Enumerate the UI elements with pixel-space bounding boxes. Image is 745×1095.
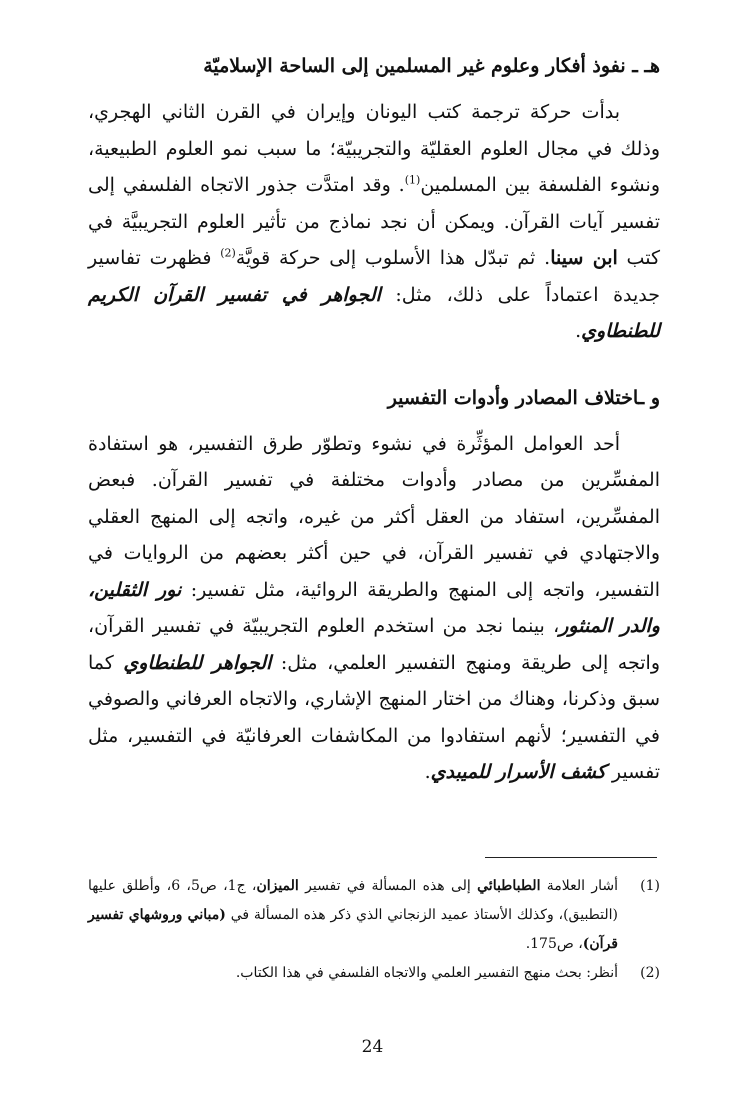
para1-text-1: بدأت حركة ترجمة كتب اليونان وإيران في القرن الثاني الهجري، وذلك في مجال العلوم العقليّة والتجريبيّة؛ ما سبب نمو العلوم الطبيعية، ونشوء الفلسفة بين المسلمين — [88, 101, 660, 196]
fn1-part-e: ، ج1، ص5، 6، وأطلق عليها (التطبيق)، وكذلك الأستاذ عميد الزنجاني الذي ذكر هذه المسألة في — [88, 878, 618, 923]
footnote-1 — [88, 872, 660, 959]
para1-text-3: . ثم تبدّل هذا الأسلوب إلى حركة قويَّة — [235, 247, 551, 269]
para2-text-2: ، بينما نجد من استخدم العلوم التجريبيّة في تفسير القرآن، واتجه إلى طريقة ومنهج التفسير العلمي، مثل: — [88, 615, 660, 674]
para1-text-4: فظهرت تفاسير جديدة اعتماداً على ذلك، مثل: — [88, 247, 661, 306]
footnote-ref-2: (2) — [220, 246, 236, 260]
footnote-number: (1) — [640, 878, 660, 894]
para2-text-1: أحد العوامل المؤثِّرة في نشوء وتطوّر طرق التفسير، هو استفادة المفسِّرين من مصادر وأدوات مختلفة في تفسير القرآن. فبعض المفسِّرين، استفاد من العقل أكثر من غيره، واتجه إلى المنهج العقلي والاجتهادي في تفسير القرآن، في حين أكثر بعضهم من الروايات في التفسير، واتجه إلى المنهج والطريقة الروائية، مثل تفسير: — [88, 432, 660, 601]
fn1-mizan: الميزان — [256, 878, 299, 894]
page-number: 24 — [361, 1037, 384, 1057]
fn1-part-g: ، ص175. — [525, 936, 583, 952]
fn1-mabani: (مباني وروشهاي تفسير قرآن) — [88, 907, 618, 952]
footnote-text — [88, 872, 618, 959]
para2-text-4: . — [424, 761, 431, 783]
ibn-sina-name: ابن سينا — [550, 247, 618, 269]
footnote-number: (2) — [640, 965, 660, 981]
page-body — [88, 44, 660, 791]
para1-text-2: . وقد امتدَّت جذور الاتجاه الفلسفي إلى تفسير آيات القرآن. ويمكن أن نجد نماذج من تأثير العلوم التجريبيَّة في كتب — [88, 174, 660, 269]
book-title-jawahir: الجواهر في تفسير القرآن الكريم للطنطاوي — [88, 283, 660, 342]
paragraph-1 — [88, 94, 660, 350]
footnote-ref-1: (1) — [404, 173, 421, 187]
book-title-kashf: كشف الأسرار للميبدي — [430, 761, 606, 783]
para1-text-5: . — [575, 320, 582, 342]
book-title-jawahir-short: الجواهر للطنطاوي — [123, 651, 272, 674]
fn1-part-c: إلى هذه المسألة في تفسير — [298, 878, 478, 894]
footnote-2 — [88, 959, 660, 988]
book-title-nur: نور الثقلين، والدر المنثور — [88, 578, 660, 637]
footnote-separator — [485, 857, 657, 858]
fn1-part-a: أشار العلامة — [540, 878, 618, 894]
footnote-text: أنظر: بحث منهج التفسير العلمي والاتجاه الفلسفي في هذا الكتاب. — [235, 965, 618, 981]
footnotes — [88, 872, 660, 988]
section-heading-w: و ـاختلاف المصادر وأدوات التفسير — [387, 386, 660, 409]
para2-text-3: كما سبق وذكرنا، وهناك من اختار المنهج الإشاري، والاتجاه العرفاني والصوفي في التفسير؛ لأنهم استفادوا من المكاشفات العرفانيّة في التفسير، مثل تفسير — [88, 651, 660, 783]
paragraph-2 — [88, 426, 660, 791]
fn1-tabatabai: الطباطبائي — [477, 878, 541, 894]
section-heading-h: هـ ـ نفوذ أفكار وعلوم غير المسلمين إلى الساحة الإسلاميّة — [203, 55, 660, 77]
